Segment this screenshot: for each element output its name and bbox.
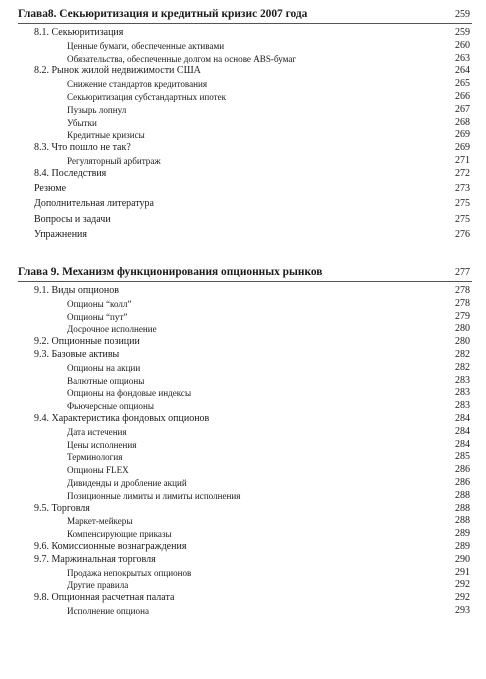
toc-entry-label: Дата истечения xyxy=(67,426,127,437)
toc-entry-label: Опционы “пут” xyxy=(67,311,128,322)
toc-subsection-entry xyxy=(0,311,486,324)
toc-entry-page-number: 280 xyxy=(455,323,470,335)
toc-subsection-entry xyxy=(0,117,486,130)
toc-entry-label: 9.5. Торговля xyxy=(34,502,90,514)
toc-entry-page-number: 282 xyxy=(455,348,470,360)
toc-entry-label: 8.3. Что пошло не так? xyxy=(34,142,131,154)
toc-entry-page-number: 267 xyxy=(455,103,470,115)
toc-entry-label: Кредитные кризисы xyxy=(67,130,145,141)
toc-entry-label: Фьючерсные опционы xyxy=(67,401,154,412)
toc-entry-page-number: 280 xyxy=(455,336,470,348)
toc-entry-page-number: 260 xyxy=(455,39,470,51)
toc-entry-label: Продажа непокрытых опционов xyxy=(67,567,192,578)
toc-subsection-entry xyxy=(0,155,486,168)
toc-entry-page-number: 286 xyxy=(455,476,470,488)
chapter-9-section xyxy=(0,264,486,618)
toc-subsection-entry xyxy=(0,298,486,311)
toc-entry-page-number: 275 xyxy=(455,213,470,225)
chapter-page-number: 259 xyxy=(455,9,470,20)
toc-entry-label: Убытки xyxy=(67,117,97,128)
toc-entry-label: Секьюритизация субстандартных ипотек xyxy=(67,91,227,102)
toc-entry-page-number: 284 xyxy=(455,438,470,450)
chapter-title: Глава8. Секьюритизация и кредитный кризис 2007 года xyxy=(18,8,308,20)
toc-subsection-entry xyxy=(0,129,486,142)
toc-entry-label: Маркет-мейкеры xyxy=(67,516,133,527)
toc-entry-label: 8.1. Секьюритизация xyxy=(34,27,124,38)
toc-entry-page-number: 290 xyxy=(455,553,470,565)
toc-entry-page-number: 292 xyxy=(455,579,470,591)
toc-subsection-entry xyxy=(0,426,486,439)
toc-entry-page-number: 275 xyxy=(455,198,470,210)
toc-subsection-entry xyxy=(0,400,486,413)
toc-entry-page-number: 288 xyxy=(455,502,470,514)
toc-entry-page-number: 279 xyxy=(455,310,470,322)
toc-entry-page-number: 292 xyxy=(455,592,470,604)
toc-entry-page-number: 272 xyxy=(455,167,470,179)
toc-entry-label: 9.3. Базовые активы xyxy=(34,348,120,360)
chapter-title: Глава 9. Механизм функционирования опционных рынков xyxy=(18,266,323,278)
toc-subsection-entry xyxy=(0,605,486,618)
toc-entry-page-number: 284 xyxy=(455,425,470,437)
toc-backmatter-entry xyxy=(0,212,486,228)
toc-section-entry xyxy=(0,142,486,155)
toc-section-entry xyxy=(0,336,486,349)
toc-entry-label: 9.4. Характеристика фондовых опционов xyxy=(34,412,210,424)
toc-entry-label: Другие правила xyxy=(67,580,129,591)
toc-entry-page-number: 288 xyxy=(455,515,470,527)
toc-entry-page-number: 271 xyxy=(455,154,470,166)
toc-entry-page-number: 291 xyxy=(455,566,470,578)
toc-section-entry xyxy=(0,65,486,78)
toc-entry-label: 8.4. Последствия xyxy=(34,167,107,179)
toc-entry-page-number: 286 xyxy=(455,464,470,476)
toc-entry-label: Дивиденды и дробление акций xyxy=(67,477,187,488)
toc-entry-label: Опционы на акции xyxy=(67,362,141,373)
toc-subsection-entry xyxy=(0,387,486,400)
toc-subsection-entry xyxy=(0,439,486,452)
toc-entry-page-number: 269 xyxy=(455,129,470,141)
toc-entry-label: Упражнения xyxy=(34,229,87,241)
toc-section-entry xyxy=(0,592,486,605)
toc-backmatter-entry xyxy=(0,196,486,212)
toc-entry-label: 9.1. Виды опционов xyxy=(34,285,119,296)
toc-entry-label: Досрочное исполнение xyxy=(67,324,157,335)
toc-subsection-entry xyxy=(0,567,486,580)
toc-entry-label: Вопросы и задачи xyxy=(34,213,111,225)
toc-section-entry xyxy=(0,27,486,40)
toc-entry-label: 9.6. Комиссионные вознаграждения xyxy=(34,540,187,552)
toc-entry-page-number: 265 xyxy=(455,78,470,90)
toc-subsection-entry xyxy=(0,91,486,104)
toc-section-entry xyxy=(0,168,486,181)
toc-subsection-entry xyxy=(0,40,486,53)
toc-subsection-entry xyxy=(0,53,486,66)
toc-subsection-entry xyxy=(0,323,486,336)
toc-section-entry xyxy=(0,285,486,298)
toc-entry-label: Позиционные лимиты и лимиты исполнения xyxy=(67,490,241,501)
toc-entry-page-number: 264 xyxy=(455,65,470,77)
toc-subsection-entry xyxy=(0,375,486,388)
toc-subsection-entry xyxy=(0,78,486,91)
toc-subsection-entry xyxy=(0,464,486,477)
chapter-entries xyxy=(0,27,486,243)
toc-entry-label: Резюме xyxy=(34,182,67,194)
toc-section-entry xyxy=(0,554,486,567)
chapter-entries xyxy=(0,285,486,618)
toc-entry-label: Обязательства, обеспеченные долгом на основе ABS-бумаг xyxy=(67,53,297,64)
toc-entry-label: Цены исполнения xyxy=(67,439,137,450)
toc-entry-label: Ценные бумаги, обеспеченные активами xyxy=(67,40,225,51)
toc-entry-label: Опционы на фондовые индексы xyxy=(67,388,192,399)
toc-section-entry xyxy=(0,541,486,554)
toc-entry-label: Дополнительная литература xyxy=(34,198,154,210)
toc-entry-label: 9.2. Опционные позиции xyxy=(34,336,140,348)
toc-entry-page-number: 283 xyxy=(455,387,470,399)
toc-entry-page-number: 285 xyxy=(455,451,470,463)
toc-entry-label: Снижение стандартов кредитования xyxy=(67,79,208,90)
toc-entry-label: Регуляторный арбитраж xyxy=(67,155,161,166)
toc-section-entry xyxy=(0,503,486,516)
toc-entry-page-number: 278 xyxy=(455,297,470,309)
toc-subsection-entry xyxy=(0,579,486,592)
toc-entry-page-number: 283 xyxy=(455,400,470,412)
toc-entry-label: Пузырь лопнул xyxy=(67,104,127,115)
toc-entry-page-number: 293 xyxy=(455,604,470,616)
toc-subsection-entry xyxy=(0,104,486,117)
toc-entry-page-number: 283 xyxy=(455,374,470,386)
chapter-heading xyxy=(18,264,472,282)
toc-entry-label: 9.7. Маржинальная торговля xyxy=(34,553,156,565)
toc-entry-page-number: 284 xyxy=(455,412,470,424)
toc-backmatter-entry xyxy=(0,227,486,243)
toc-backmatter-entry xyxy=(0,181,486,197)
chapter-heading xyxy=(18,6,472,24)
toc-entry-page-number: 278 xyxy=(455,285,470,296)
toc-subsection-entry xyxy=(0,477,486,490)
toc-entry-label: Терминология xyxy=(67,452,123,463)
toc-entry-label: Компенсирующие приказы xyxy=(67,529,172,540)
toc-subsection-entry xyxy=(0,362,486,375)
toc-entry-label: Исполнение опциона xyxy=(67,605,149,616)
toc-entry-page-number: 288 xyxy=(455,489,470,501)
toc-subsection-entry xyxy=(0,515,486,528)
toc-entry-page-number: 273 xyxy=(455,182,470,194)
chapter-8-section xyxy=(0,6,486,243)
toc-entry-page-number: 289 xyxy=(455,540,470,552)
toc-entry-page-number: 259 xyxy=(455,27,470,38)
toc-subsection-entry xyxy=(0,490,486,503)
toc-section-entry xyxy=(0,413,486,426)
toc-entry-label: Валютные опционы xyxy=(67,375,145,386)
toc-entry-label: Опционы “колл” xyxy=(67,298,132,309)
toc-entry-label: 9.8. Опционная расчетная палата xyxy=(34,592,175,604)
toc-entry-page-number: 269 xyxy=(455,142,470,154)
toc-entry-page-number: 276 xyxy=(455,229,470,241)
toc-subsection-entry xyxy=(0,528,486,541)
toc-subsection-entry xyxy=(0,451,486,464)
toc-entry-label: Опционы FLEX xyxy=(67,465,129,476)
chapter-page-number: 277 xyxy=(455,267,470,278)
toc-entry-page-number: 268 xyxy=(455,116,470,128)
toc-entry-label: 8.2. Рынок жилой недвижимости США xyxy=(34,65,201,77)
toc-entry-page-number: 289 xyxy=(455,528,470,540)
toc-entry-page-number: 266 xyxy=(455,90,470,102)
toc-section-entry xyxy=(0,349,486,362)
toc-entry-page-number: 263 xyxy=(455,52,470,64)
toc-entry-page-number: 282 xyxy=(455,361,470,373)
